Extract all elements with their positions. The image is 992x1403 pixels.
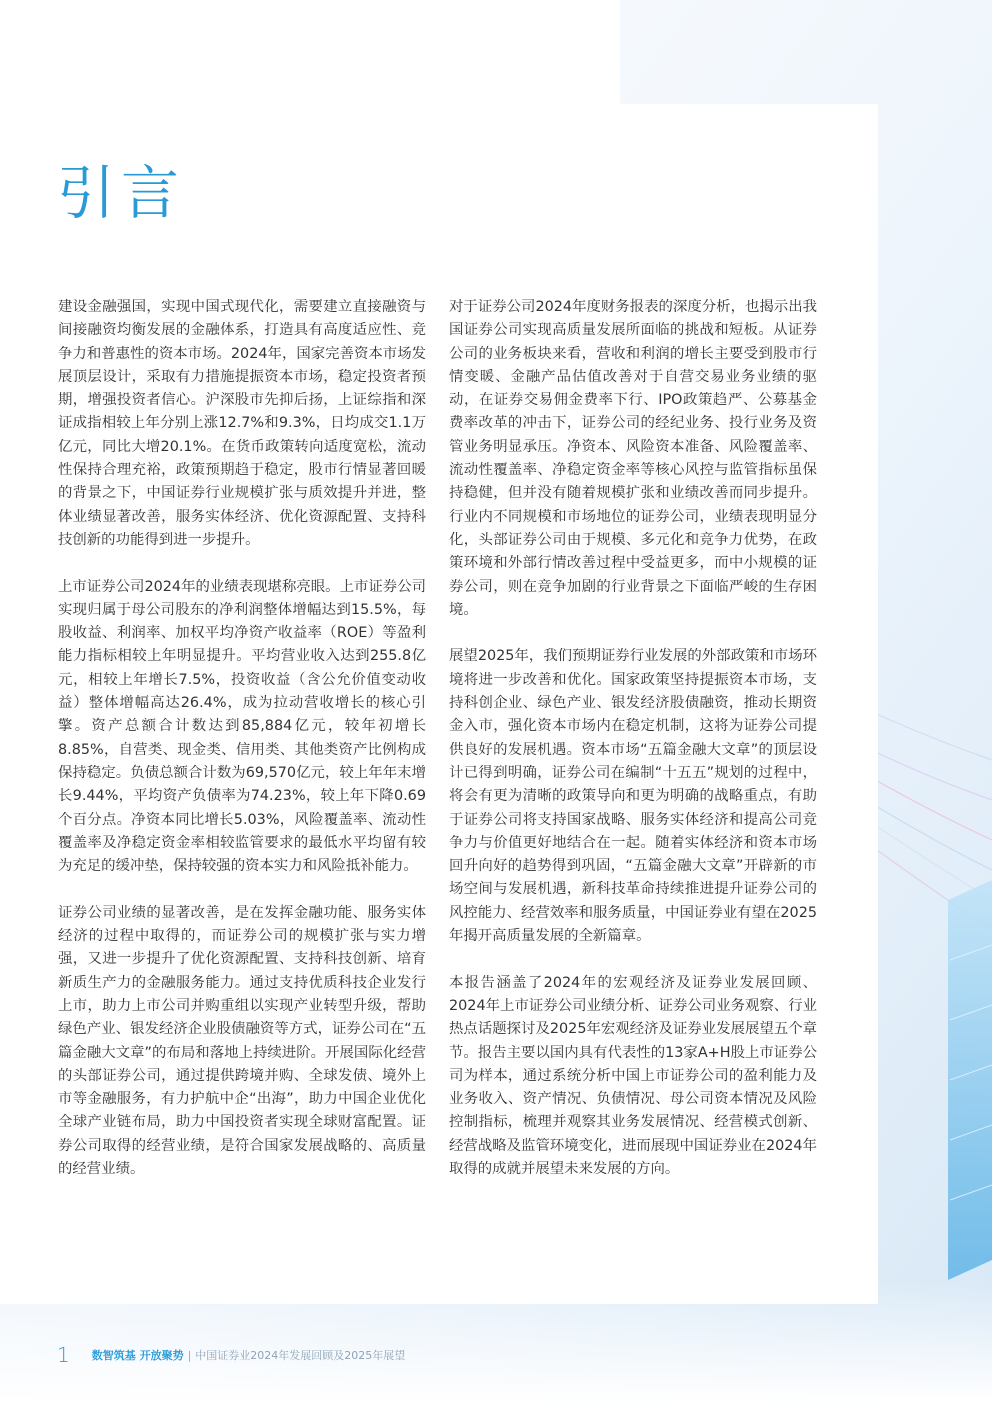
paragraph: 证券公司业绩的显著改善，是在发挥金融功能、服务实体经济的过程中取得的，而证券公司的规模扩张与实力增强，又进一步提升了优化资源配置、支持科技创新、培育新质生产力的金融服务能力。通过支持优质科技企业发行上市，助力上市公司并购重组以实现产业转型升级，帮助绿色产业、银发经济企业股债融资等方式，证券公司在“五篇金融大文章”的布局和落地上持续进阶。开展国际化经营的头部证券公司，通过提供跨境并购、全球发债、境外上市等金融服务，有力护航中企“出海”，助力中国企业优化全球产业链布局，助力中国投资者实现全球财富配置。证券公司取得的经营业绩，是符合国家发展战略的、高质量的经营业绩。 [58,904,426,1177]
paragraph: 上市证券公司2024年的业绩表现堪称亮眼。上市证券公司实现归属于母公司股东的净利润整体增幅达到15.5%，每股收益、利润率、加权平均净资产收益率（ROE）等盈利能力指标相较上年明显提升。平均营业收入达到255.8亿元，相较上年增长7.5%，投资收益（含公允价值变动收益）整体增幅高达26.4%，成为拉动营收增长的核心引擎。资产总额合计数达到85,884亿元，较年初增长8.85%，自营类、现金类、信用类、其他类资产比例构成保持稳定。负债总额合计数为69,570亿元，较上年年末增长9.44%，平均资产负债率为74.23%，较上年下降0.69个百分点。净资本同比增长5.03%，风险覆盖率、流动性覆盖率及净稳定资金率相较监管要求的最低水平均留有较为充足的缓冲垫，保持较强的资本实力和风险抵补能力。 [58,578,426,875]
footer-report-title: 中国证券业2024年发展回顾及2025年展望 [195,1349,406,1362]
right-column [449,296,817,1205]
paragraph: 建设金融强国，实现中国式现代化，需要建立直接融资与间接融资均衡发展的金融体系，打造具有高度适应性、竞争力和普惠性的资本市场。2024年，国家完善资本市场发展顶层设计，采取有力措施提振资本市场，稳定投资者预期，增强投资者信心。沪深股市先抑后扬，上证综指和深证成指相较上年分别上涨12.7%和9.3%，日均成交1.1万亿元，同比大增20.1%。在货币政策转向适度宽松，流动性保持合理充裕，政策预期趋于稳定，股市行情显著回暖的背景之下，中国证券行业规模扩张与质效提升并进，整体业绩显著改善，服务实体经济、优化资源配置、支持科技创新的功能得到进一步提升。 [58,299,426,548]
page-footer [57,1343,405,1367]
paragraph: 对于证券公司2024年度财务报表的深度分析，也揭示出我国证券公司实现高质量发展所面临的挑战和短板。从证券公司的业务板块来看，营收和利润的增长主要受到股市行情变暖、金融产品估值改善对于自营交易业务业绩的驱动，在证券交易佣金费率下行、IPO政策趋严、公募基金费率改革的冲击下，证券公司的经纪业务、投行业务及资管业务明显承压。净资本、风险资本准备、风险覆盖率、流动性覆盖率、净稳定资金率等核心风控与监管指标虽保持稳健，但并没有随着规模扩张和业绩改善而同步提升。行业内不同规模和市场地位的证券公司，业绩表现明显分化，头部证券公司由于规模、多元化和竞争力优势，在政策环境和外部行情改善过程中受益更多，而中小规模的证券公司，则在竞争加剧的行业背景之下面临严峻的生存困境。 [449,299,817,618]
paragraph: 展望2025年，我们预期证券行业发展的外部政策和市场环境将进一步改善和优化。国家政策坚持提振资本市场，支持科创企业、绿色产业、银发经济股债融资，推动长期资金入市，强化资本市场内在稳定机制，这将为证券公司提供良好的发展机遇。资本市场“五篇金融大文章”的顶层设计已得到明确，证券公司在编制“十五五”规划的过程中，将会有更为清晰的政策导向和更为明确的战略重点，有助于证券公司将支持国家战略、服务实体经济和提高公司竞争力与价值更好地结合在一起。随着实体经济和资本市场回升向好的趋势得到巩固，“五篇金融大文章”开辟新的市场空间与发展机遇，新科技革命持续推进提升证券公司的风控能力、经营效率和服务质量，中国证券业有望在2025年揭开高质量发展的全新篇章。 [449,648,817,945]
page-number: 1 [57,1343,70,1367]
page-title: 引言 [57,159,186,227]
top-white-area [0,0,620,110]
left-column [58,296,426,1205]
footer-separator: | [187,1348,192,1362]
paragraph: 本报告涵盖了2024年的宏观经济及证券业发展回顾、2024年上市证券公司业绩分析、证券公司业务观察、行业热点话题探讨及2025年宏观经济及证券业发展展望五个章节。报告主要以国内具有代表性的13家A+H股上市证券公司为样本，通过系统分析中国上市证券公司的盈利能力及业务收入、资产情况、负债情况、母公司资本情况及风险控制指标，梳理并观察其业务发展情况、经营模式创新、经营战略及监管环境变化，进而展现中国证券业在2024年取得的成就并展望未来发展的方向。 [449,974,817,1177]
footer-brand: 数智筑基 开放聚势 [91,1349,184,1362]
